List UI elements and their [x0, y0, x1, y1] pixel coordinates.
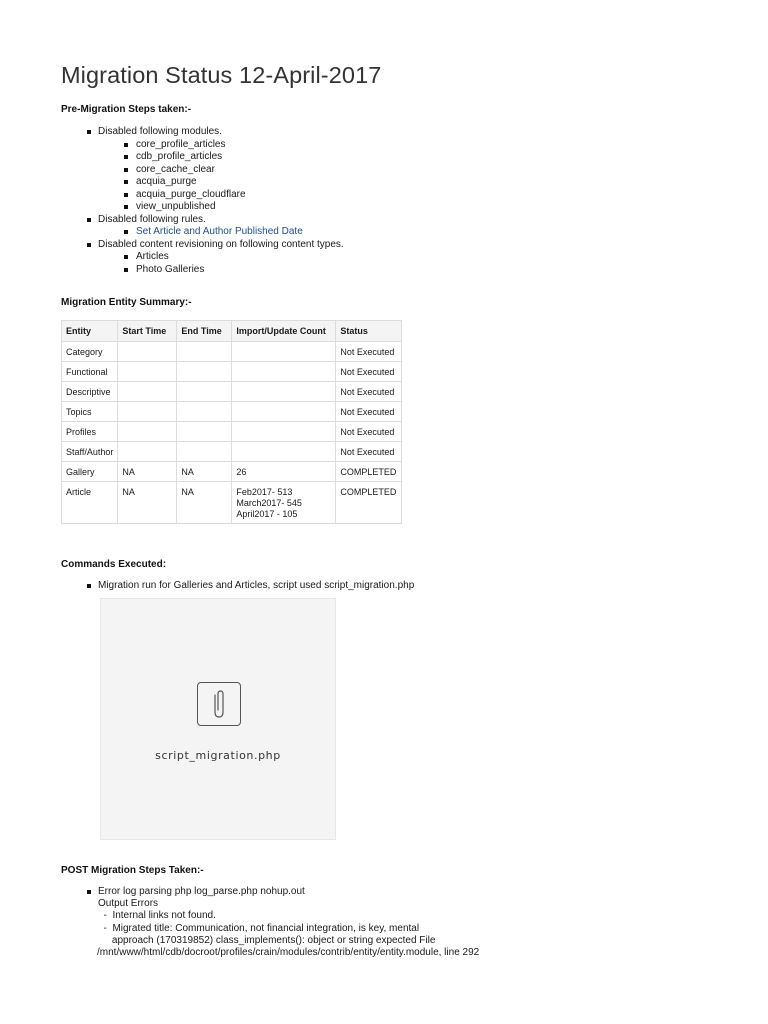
table-row	[62, 422, 402, 442]
table-cell	[232, 362, 336, 382]
disabled-rules-list	[136, 226, 344, 239]
table-cell	[118, 442, 177, 462]
table-cell	[177, 422, 232, 442]
list-item	[98, 214, 344, 239]
table-cell: 26	[232, 462, 336, 482]
attachment-filename: script_migration.php	[155, 749, 281, 762]
table-cell: Profiles	[62, 422, 118, 442]
table-cell	[118, 402, 177, 422]
list-item-label: Disabled following modules.	[98, 126, 222, 137]
list-item-label: Disabled content revisioning on following content types.	[98, 238, 344, 250]
error-line: - Migrated title: Communication, not financial integration, is key, mental	[98, 922, 420, 934]
table-cell: Not Executed	[336, 342, 402, 362]
table-cell: Article	[62, 482, 118, 524]
table-row	[62, 442, 402, 462]
list-item: core_profile_articles	[136, 139, 344, 152]
table-cell: Not Executed	[336, 422, 402, 442]
list-item: acquia_purge	[136, 176, 344, 189]
table-cell	[232, 342, 336, 362]
table-cell: NA	[118, 462, 177, 482]
list-item	[98, 126, 344, 214]
column-header: Import/Update Count	[232, 321, 336, 342]
rule-link[interactable]: Set Article and Author Published Date	[136, 226, 303, 237]
table-cell	[118, 342, 177, 362]
table-row	[62, 402, 402, 422]
table-cell	[177, 362, 232, 382]
table-cell: NA	[177, 482, 232, 524]
column-header: End Time	[177, 321, 232, 342]
list-item	[98, 239, 344, 277]
table-row	[62, 382, 402, 402]
list-item-label: Disabled following rules.	[98, 213, 206, 225]
table-cell: Feb2017- 513 March2017- 545 April2017 - 105	[232, 482, 336, 524]
table-cell: COMPLETED	[336, 482, 402, 524]
table-cell	[177, 342, 232, 362]
commands-heading: Commands Executed:	[61, 559, 167, 570]
column-header: Entity	[62, 321, 118, 342]
table-cell	[232, 442, 336, 462]
table-cell	[177, 442, 232, 462]
pre-migration-heading: Pre-Migration Steps taken:-	[61, 104, 192, 115]
list-item: view_unpublished	[136, 201, 344, 214]
table-cell: Not Executed	[336, 402, 402, 422]
pre-migration-list	[98, 126, 344, 276]
table-cell	[177, 402, 232, 422]
list-item: Migration run for Galleries and Articles, script used script_migration.php	[98, 580, 415, 591]
table-cell: Category	[62, 342, 118, 362]
table-cell: Not Executed	[336, 382, 402, 402]
table-cell	[232, 382, 336, 402]
column-header: Start Time	[118, 321, 177, 342]
error-line: approach (170319852) class_implements(): object or string expected File	[98, 934, 436, 946]
table-row	[62, 462, 402, 482]
error-path-line: /mnt/www/html/cdb/docroot/profiles/crain/modules/contrib/entity/entity.module, line 292	[97, 947, 480, 959]
entity-summary-table	[61, 320, 402, 524]
table-cell	[177, 382, 232, 402]
table-cell: NA	[177, 462, 232, 482]
table-cell	[232, 422, 336, 442]
table-cell: Descriptive	[62, 382, 118, 402]
table-cell: Not Executed	[336, 362, 402, 382]
column-header: Status	[336, 321, 402, 342]
list-item: cdb_profile_articles	[136, 151, 344, 164]
table-cell: Topics	[62, 402, 118, 422]
page-title: Migration Status 12-April-2017	[61, 62, 382, 88]
table-cell: Gallery	[62, 462, 118, 482]
error-log-line: Error log parsing php log_parse.php nohup.out	[98, 886, 479, 898]
commands-list	[98, 580, 414, 593]
output-errors-label: Output Errors	[98, 898, 159, 910]
table-row	[62, 362, 402, 382]
table-cell: Not Executed	[336, 442, 402, 462]
error-line: - Internal links not found.	[98, 910, 216, 922]
list-item: acquia_purge_cloudflare	[136, 189, 344, 202]
file-attachment[interactable]	[100, 598, 336, 840]
table-cell: Functional	[62, 362, 118, 382]
table-cell	[118, 362, 177, 382]
list-item: Articles	[136, 251, 344, 264]
table-row	[62, 482, 402, 524]
table-row	[62, 342, 402, 362]
table-header-row	[62, 321, 402, 342]
table-cell	[232, 402, 336, 422]
list-item: core_cache_clear	[136, 164, 344, 177]
disabled-modules-list	[136, 139, 344, 214]
list-item	[136, 226, 344, 239]
table-cell: Staff/Author	[62, 442, 118, 462]
paperclip-icon	[197, 682, 241, 726]
table-cell: COMPLETED	[336, 462, 402, 482]
entity-summary-heading: Migration Entity Summary:-	[61, 297, 192, 308]
table-cell: NA	[118, 482, 177, 524]
content-types-list	[136, 251, 344, 276]
table-cell	[118, 422, 177, 442]
list-item: Photo Galleries	[136, 264, 344, 277]
table-cell	[118, 382, 177, 402]
post-migration-notes	[98, 886, 479, 959]
post-migration-heading: POST Migration Steps Taken:-	[61, 865, 204, 876]
